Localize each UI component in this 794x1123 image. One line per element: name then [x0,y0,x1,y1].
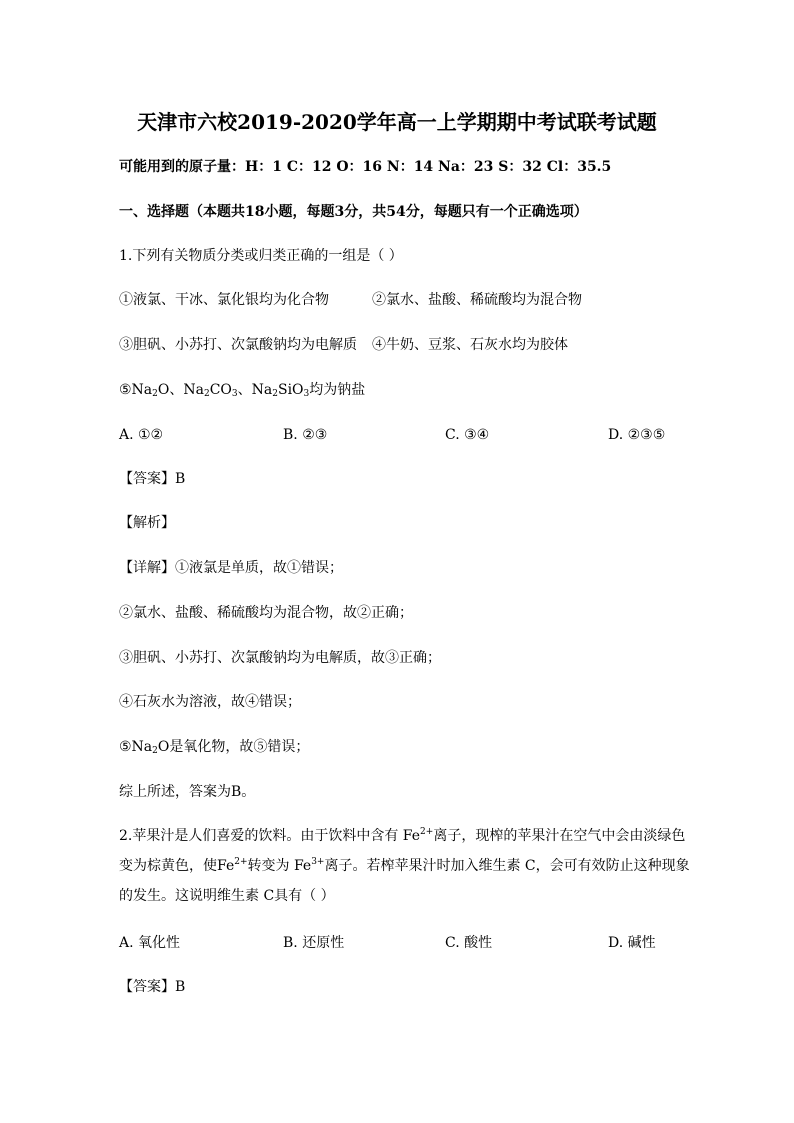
q1-analysis-label: 【解析】 [119,515,175,531]
q2-option-a: A. 氧化性 [119,935,181,951]
section-heading: 一、选择题（本题共18小题，每题3分，共54分，每题只有一个正确选项） [119,204,588,220]
q1-option-a: A. ①② [119,427,164,443]
q1-statement-3: ③胆矾、小苏打、次氯酸钠均为电解质 [119,337,357,353]
q2-option-d: D. 碱性 [608,935,656,951]
q1-option-d: D. ②③⑤ [608,427,666,443]
q1-detail-3: ③胆矾、小苏打、次氯酸钠均为电解质，故③正确； [119,650,441,666]
q2-option-b: B. 还原性 [283,935,345,951]
q1-answer: 【答案】B [119,471,186,487]
q2-stem-line-1: 2.苹果汁是人们喜爱的饮料。由于饮料中含有 $Fe^{2+}$离子，现榨的苹果汁在空气中会由淡绿色 [119,827,686,844]
atomic-masses-line: 可能用到的原子量：H：1 C：12 O：16 N：14 Na：23 S：32 Cl：35.5 [119,159,612,175]
q2-stem-line-2: 变为棕黄色，使$Fe^{2+}$转变为 $Fe^{3+}$离子。若榨苹果汁时加入维生素 C，会可有效防止这种现象 [119,857,690,874]
q2-option-c: C. 酸性 [445,935,493,951]
q1-detail-1: 【详解】①液氯是单质，故①错误； [119,560,343,576]
q1-statement-2: ②氯水、盐酸、稀硫酸均为混合物 [372,292,582,308]
q1-stem: 1.下列有关物质分类或归类正确的一组是（ ） [119,248,403,264]
q1-detail-2: ②氯水、盐酸、稀硫酸均为混合物，故②正确； [119,605,413,621]
q1-statement-1: ①液氯、干冰、氯化银均为化合物 [119,292,329,308]
page-title: 天津市六校2019-2020学年高一上学期期中考试联考试题 [137,110,657,134]
q1-detail-5: $⑤Na_2O$是氧化物，故⑤错误； [119,739,310,756]
q2-answer: 【答案】B [119,979,186,995]
q1-statement-5: $⑤Na_2O$、$Na_2CO_3$、$Na_2SiO_3$均为钠盐 [119,382,366,399]
q1-detail-4: ④石灰水为溶液，故④错误； [119,694,301,710]
q2-stem-line-3: 的发生。这说明维生素 C具有（ ） [119,888,335,904]
q1-statement-4: ④牛奶、豆浆、石灰水均为胶体 [372,337,568,353]
q1-option-b: B. ②③ [283,427,328,443]
q1-summary: 综上所述，答案为B。 [119,784,256,800]
q1-option-c: C. ③④ [445,427,490,443]
